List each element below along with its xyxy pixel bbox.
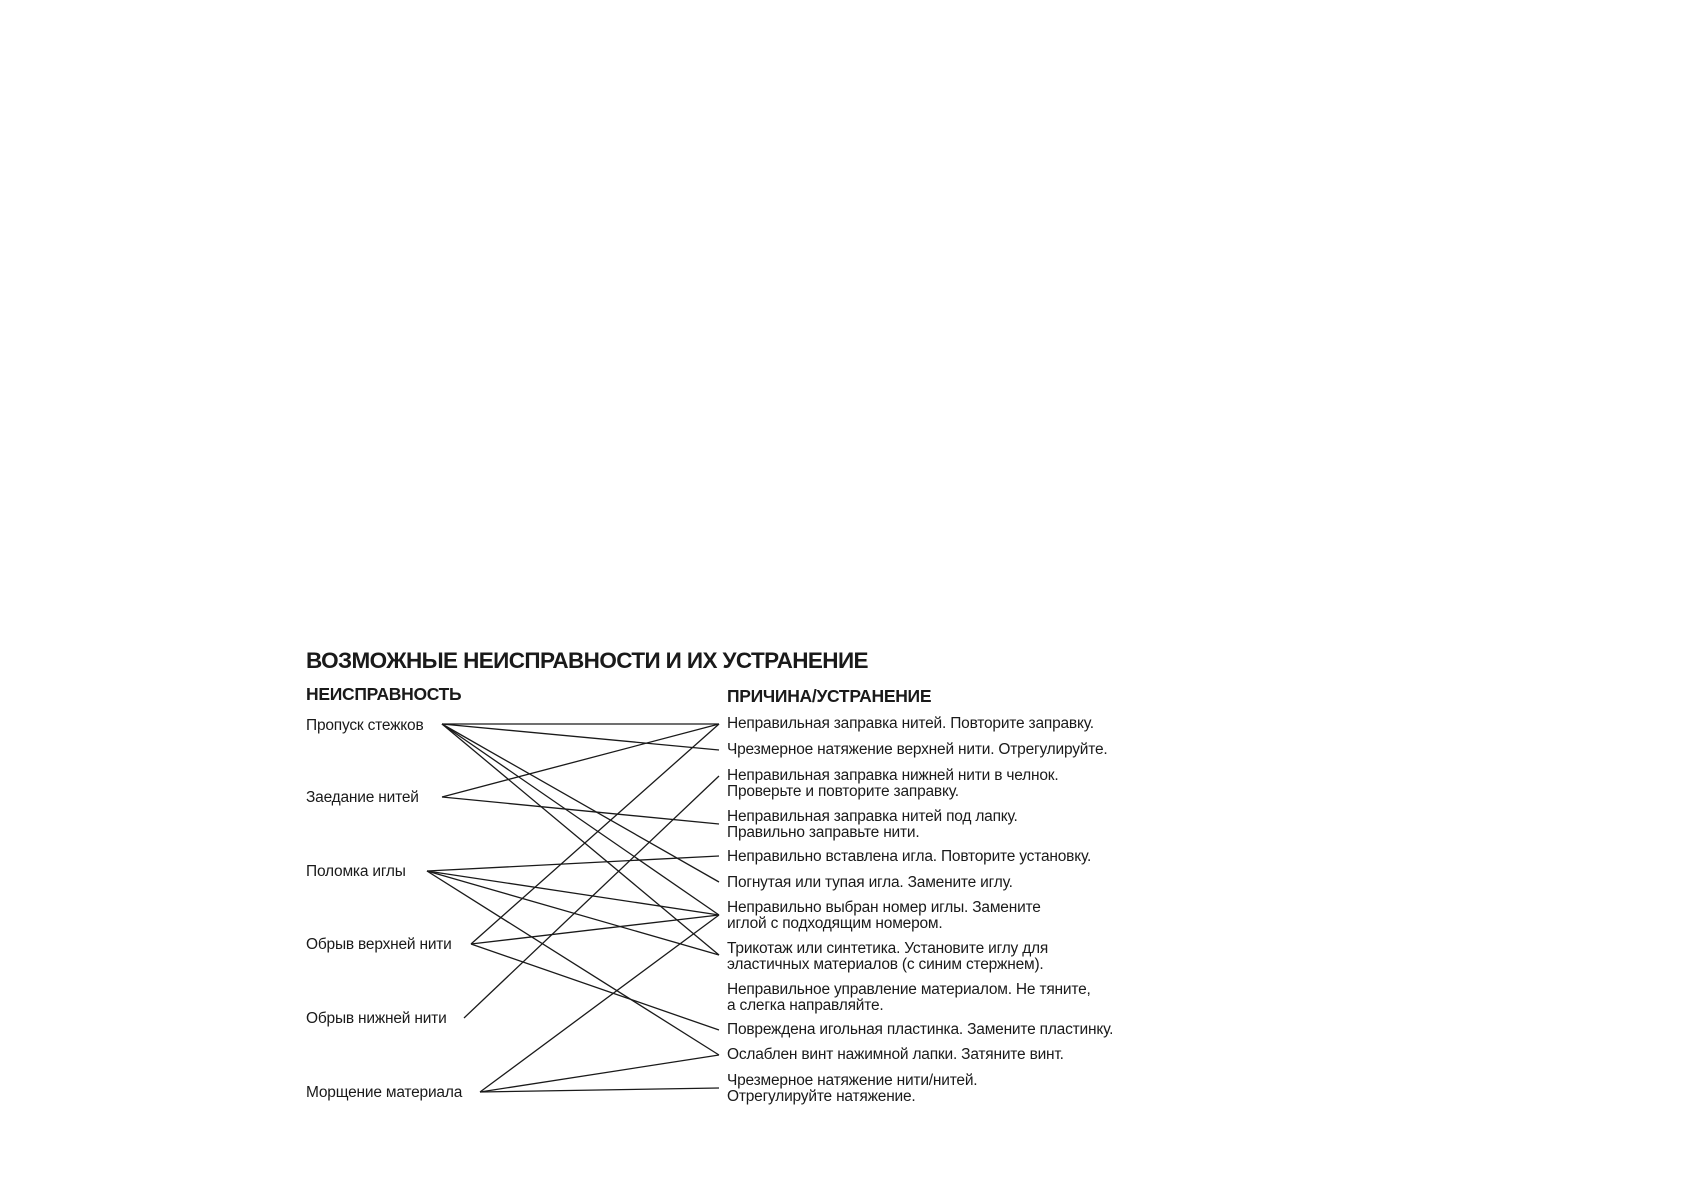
page-title: ВОЗМОЖНЫЕ НЕИСПРАВНОСТИ И ИХ УСТРАНЕНИЕ	[306, 648, 868, 673]
cause-line: Ослаблен винт нажимной лапки. Затяните винт.	[727, 1046, 1064, 1063]
cause-item	[727, 768, 1058, 799]
cause-item	[727, 849, 1091, 865]
cause-item	[727, 1073, 977, 1104]
fault-item: Морщение материала	[306, 1084, 463, 1101]
cause-item	[727, 716, 1094, 732]
cause-line: Неправильное управление материалом. Не тяните,	[727, 981, 1091, 998]
cause-line: Повреждена игольная пластинка. Замените пластинку.	[727, 1021, 1114, 1038]
cause-item	[727, 1022, 1113, 1038]
fault-item: Обрыв верхней нити	[306, 936, 452, 953]
connection-line	[471, 944, 719, 1030]
cause-item	[727, 1047, 1064, 1063]
connection-line	[480, 1088, 719, 1092]
fault-item: Поломка иглы	[306, 863, 406, 880]
cause-line: Неправильно вставлена игла. Повторите установку.	[727, 848, 1092, 865]
cause-item	[727, 742, 1108, 758]
cause-item	[727, 941, 1048, 972]
cause-line: Неправильная заправка нитей под лапку.	[727, 808, 1018, 825]
fault-column-header: НЕИСПРАВНОСТЬ	[306, 684, 462, 704]
connection-line	[442, 724, 719, 750]
connection-line	[480, 1055, 719, 1092]
cause-line: Проверьте и повторите заправку.	[727, 782, 959, 800]
fault-item: Заедание нитей	[306, 789, 419, 806]
cause-item	[727, 900, 1041, 931]
connection-line	[427, 871, 719, 1055]
connection-line	[464, 776, 719, 1018]
cause-line: Неправильно выбран номер иглы. Замените	[727, 899, 1041, 916]
cause-line: Неправильная заправка нитей. Повторите заправку.	[727, 715, 1094, 732]
cause-line: Погнутая или тупая игла. Замените иглу.	[727, 874, 1013, 891]
cause-line: Трикотаж или синтетика. Установите иглу для	[727, 940, 1049, 957]
cause-column-header: ПРИЧИНА/УСТРАНЕНИЕ	[727, 686, 932, 706]
connection-line	[427, 871, 719, 955]
cause-line: эластичных материалов (с синим стержнем).	[727, 955, 1044, 973]
cause-line: Отрегулируйте натяжение.	[727, 1087, 916, 1105]
cause-item	[727, 809, 1018, 840]
link-group	[427, 724, 719, 1092]
cause-line: Правильно заправьте нити.	[727, 823, 920, 841]
cause-line: Чрезмерное натяжение нити/нитей.	[727, 1072, 978, 1089]
connection-line	[427, 871, 719, 915]
cause-line: иглой с подходящим номером.	[727, 914, 943, 932]
connection-line	[480, 915, 719, 1092]
cause-line: Неправильная заправка нижней нити в челнок.	[727, 767, 1059, 784]
cause-line: а слегка направляйте.	[727, 996, 884, 1014]
fault-item: Обрыв нижней нити	[306, 1010, 447, 1027]
cause-line: Чрезмерное натяжение верхней нити. Отрегулируйте.	[727, 741, 1108, 758]
cause-item	[727, 875, 1013, 891]
connection-line	[427, 856, 719, 871]
cause-item	[727, 982, 1091, 1013]
fault-item: Пропуск стежков	[306, 717, 424, 734]
